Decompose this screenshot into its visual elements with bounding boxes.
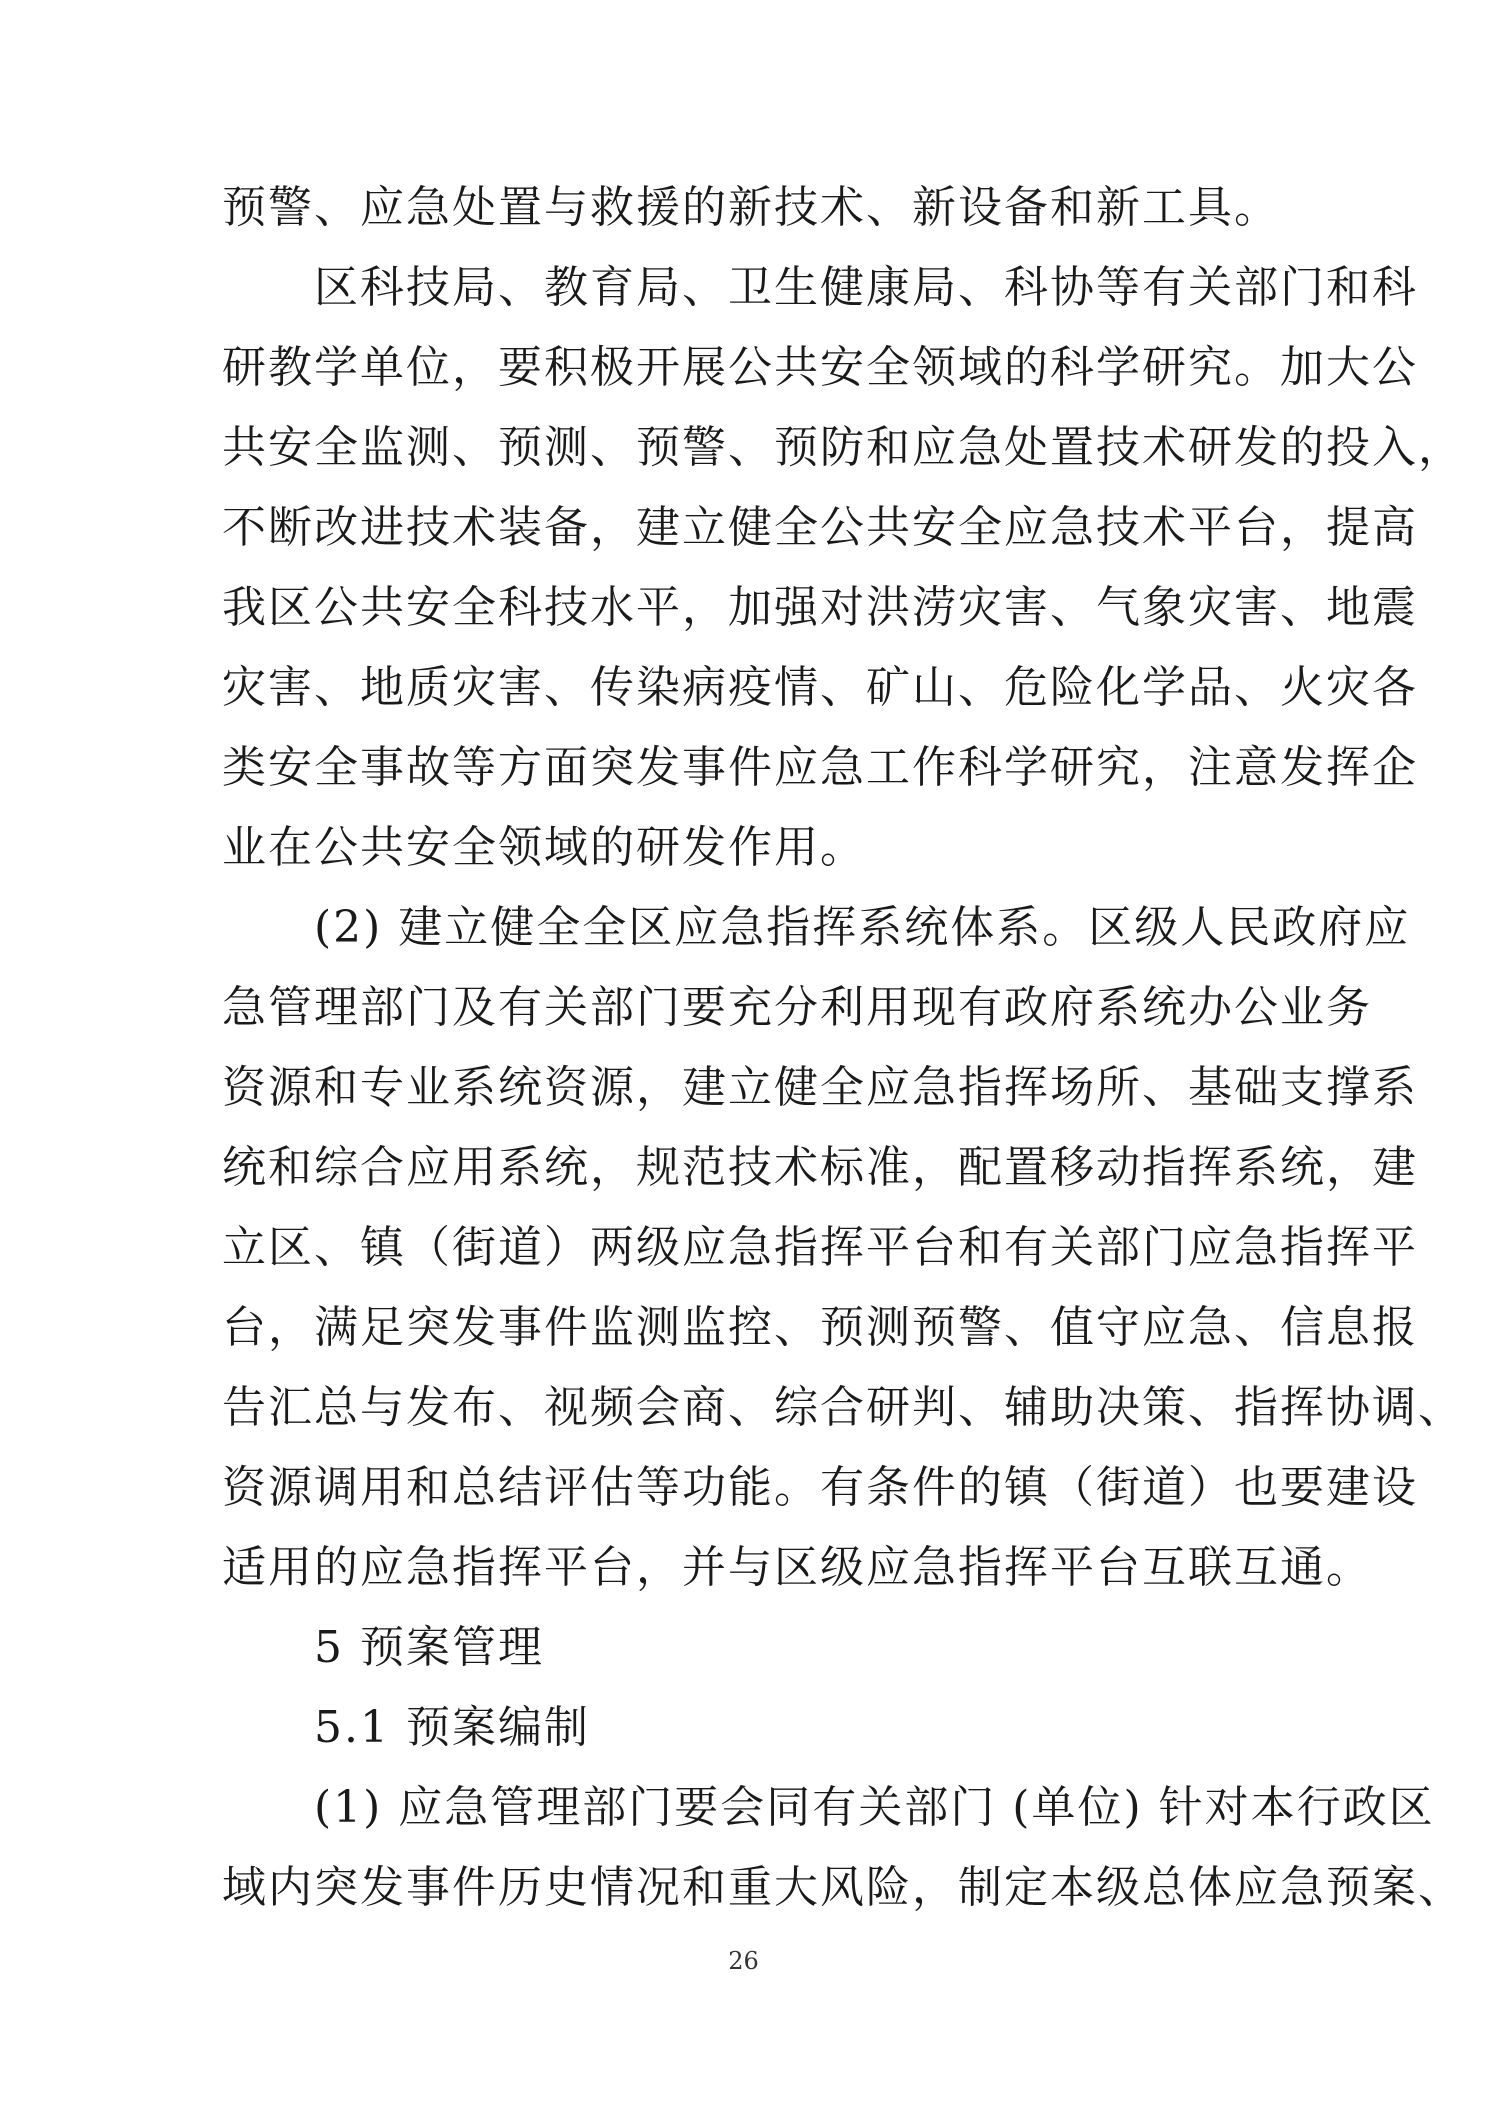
text-line: (1) 应急管理部门要会同有关部门 (单位) 针对本行政区 xyxy=(222,1782,1435,1833)
text-line: 业在公共安全领域的研发作用。 xyxy=(222,822,866,873)
text-line: 研教学单位，要积极开展公共安全领域的科学研究。加大公 xyxy=(222,342,1418,393)
text-line: 域内突发事件历史情况和重大风险，制定本级总体应急预案、 xyxy=(222,1862,1464,1913)
text-line: 不断改进技术装备，建立健全公共安全应急技术平台，提高 xyxy=(222,502,1418,553)
text-line: 预警、应急处置与救援的新技术、新设备和新工具。 xyxy=(222,182,1280,233)
text-line: 适用的应急指挥平台，并与区级应急指挥平台互联互通。 xyxy=(222,1542,1372,1593)
text-line: 台，满足突发事件监测监控、预测预警、值守应急、信息报 xyxy=(222,1302,1418,1353)
page-number: 26 xyxy=(728,1947,759,1975)
text-line: 资源和专业系统资源，建立健全应急指挥场所、基础支撑系 xyxy=(222,1062,1418,1113)
text-line: 类安全事故等方面突发事件应急工作科学研究，注意发挥企 xyxy=(222,742,1418,793)
text-line: 急管理部门及有关部门要充分利用现有政府系统办公业务 xyxy=(222,982,1372,1033)
text-line: 共安全监测、预测、预警、预防和应急处置技术研发的投入， xyxy=(222,422,1464,473)
text-line: (2) 建立健全全区应急指挥系统体系。区级人民政府应 xyxy=(222,902,1411,953)
text-line: 统和综合应用系统，规范技术标准，配置移动指挥系统，建 xyxy=(222,1142,1418,1193)
subsection-heading: 5.1 预案编制 xyxy=(222,1702,590,1753)
text-line: 我区公共安全科技水平，加强对洪涝灾害、气象灾害、地震 xyxy=(222,582,1418,633)
text-line: 立区、镇（街道）两级应急指挥平台和有关部门应急指挥平 xyxy=(222,1222,1418,1273)
text-line: 资源调用和总结评估等功能。有条件的镇（街道）也要建设 xyxy=(222,1462,1418,1513)
section-heading: 5 预案管理 xyxy=(222,1622,544,1673)
text-line: 灾害、地质灾害、传染病疫情、矿山、危险化学品、火灾各 xyxy=(222,662,1418,713)
text-line: 告汇总与发布、视频会商、综合研判、辅助决策、指挥协调、 xyxy=(222,1382,1464,1433)
text-line: 区科技局、教育局、卫生健康局、科协等有关部门和科 xyxy=(222,262,1418,313)
